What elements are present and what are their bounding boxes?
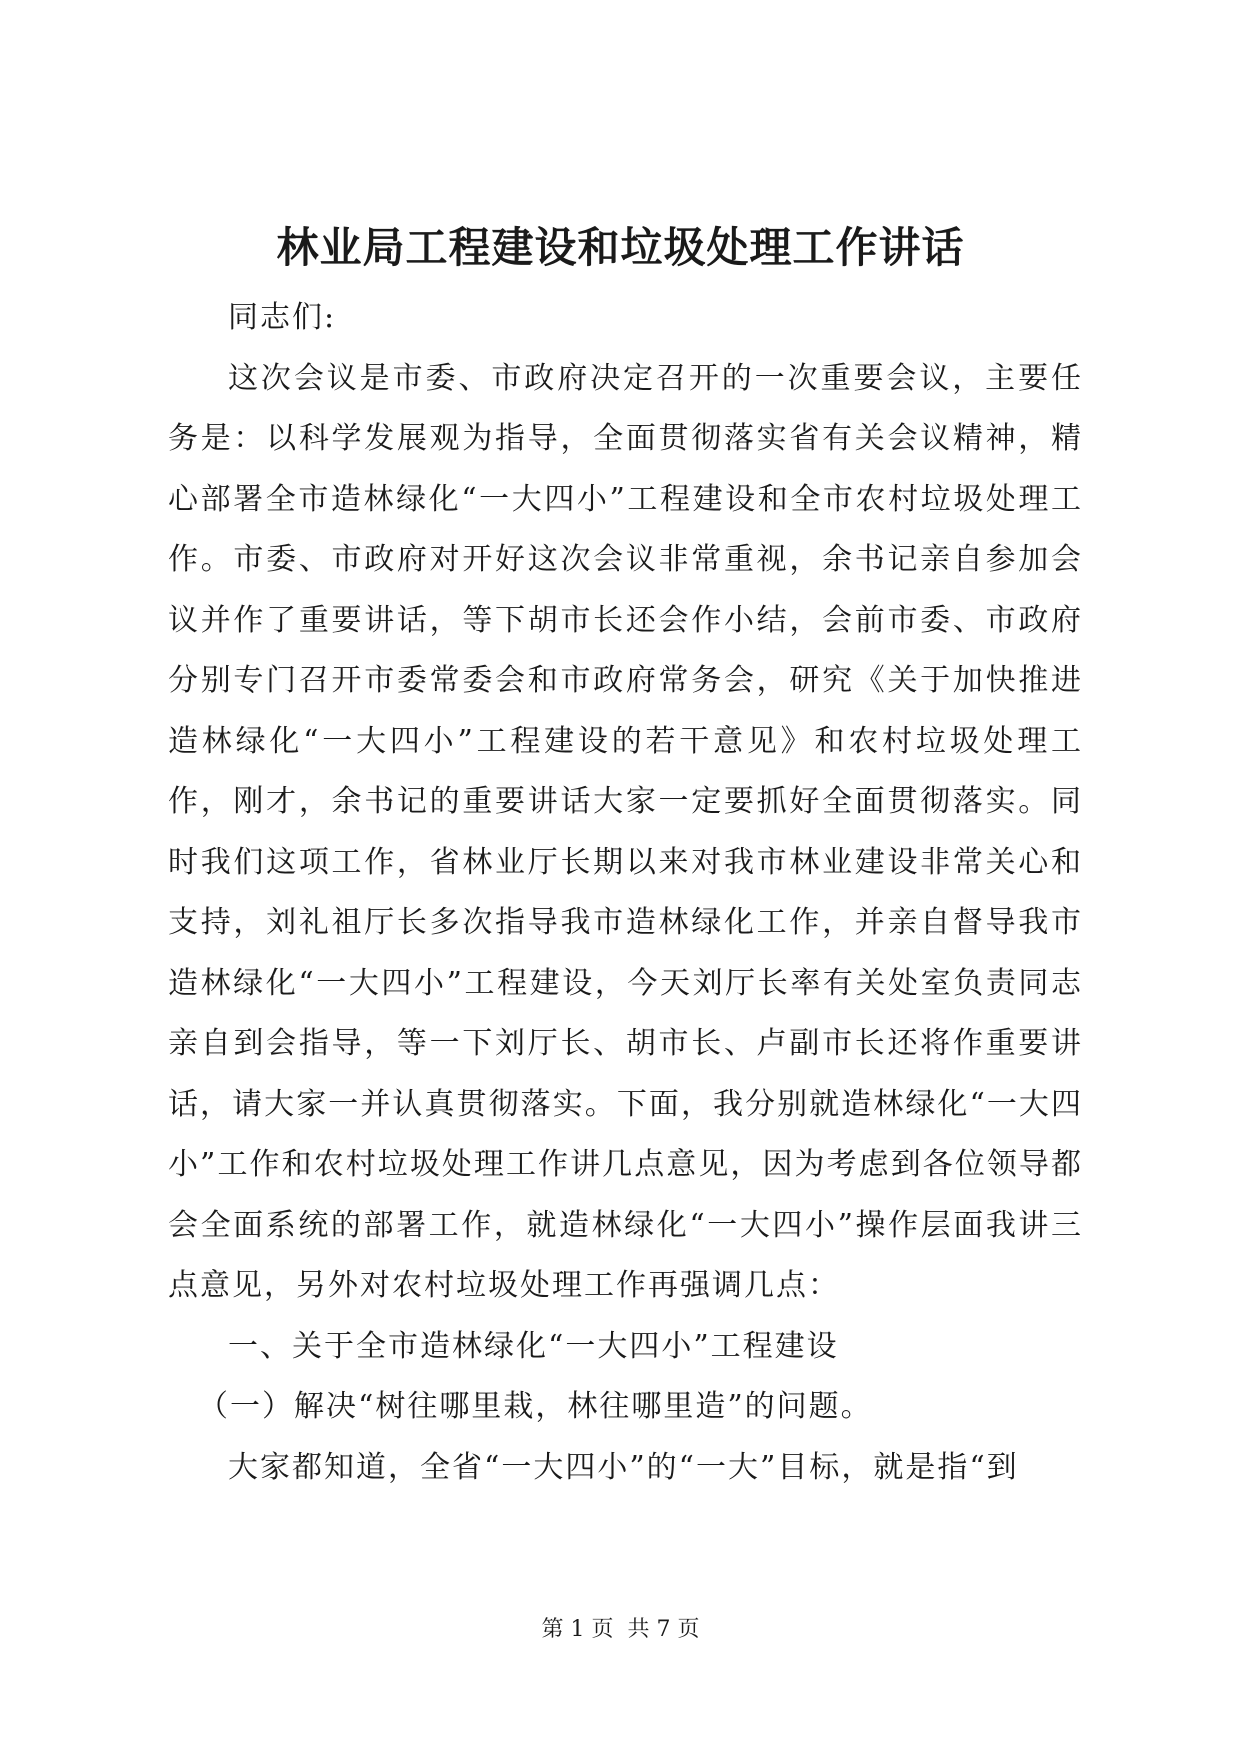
subsection-heading: （一）解决“树往哪里栽，林往哪里造”的问题。 [198,1389,873,1424]
page-footer [0,1615,1241,1645]
document-title: 林业局工程建设和垃圾处理工作讲话 [276,223,965,272]
section-heading: 一、关于全市造林绿化“一大四小”工程建设 [228,1328,839,1364]
body-paragraph: 这次会议是市委、市政府决定召开的一次重要会议，主要任务是：以科学发展观为指导，全面贯彻落实省有关会议精神，精心部署全市造林绿化“一大四小”工程建设和全市农村垃圾处理工作。市委、市政府对开好这次会议非常重视，余书记亲自参加会议并作了重要讲话，等下胡市长还会作小结，会前市委、市政府分别专门召开市委常委会和市政府常务会，研究《关于加快推进造林绿化“一大四小”工程建设的若干意见》和农村垃圾处理工作，刚才，余书记的重要讲话大家一定要抓好全面贯彻落实。同时我们这项工作，省林业厅长期以来对我市林业建设非常关心和支持，刘礼祖厅长多次指导我市造林绿化工作，并亲自督导我市造林绿化“一大四小”工程建设，今天刘厅长率有关处室负责同志亲自到会指导，等一下刘厅长、胡市长、卢副市长还将作重要讲话，请大家一并认真贯彻落实。下面，我分别就造林绿化“一大四小”工作和农村垃圾处理工作讲几点意见，因为考虑到各位领导都会全面系统的部署工作，就造林绿化“一大四小”操作层面我讲三点意见，另外对农村垃圾处理工作再强调几点： [168,360,1083,1303]
body-paragraph: 大家都知道，全省“一大四小”的“一大”目标，就是指“到 [228,1449,1019,1485]
page-number: 第 1 页 共 7 页 [541,1617,700,1642]
document-body [168,288,1083,1498]
salutation: 同志们: [228,300,337,335]
